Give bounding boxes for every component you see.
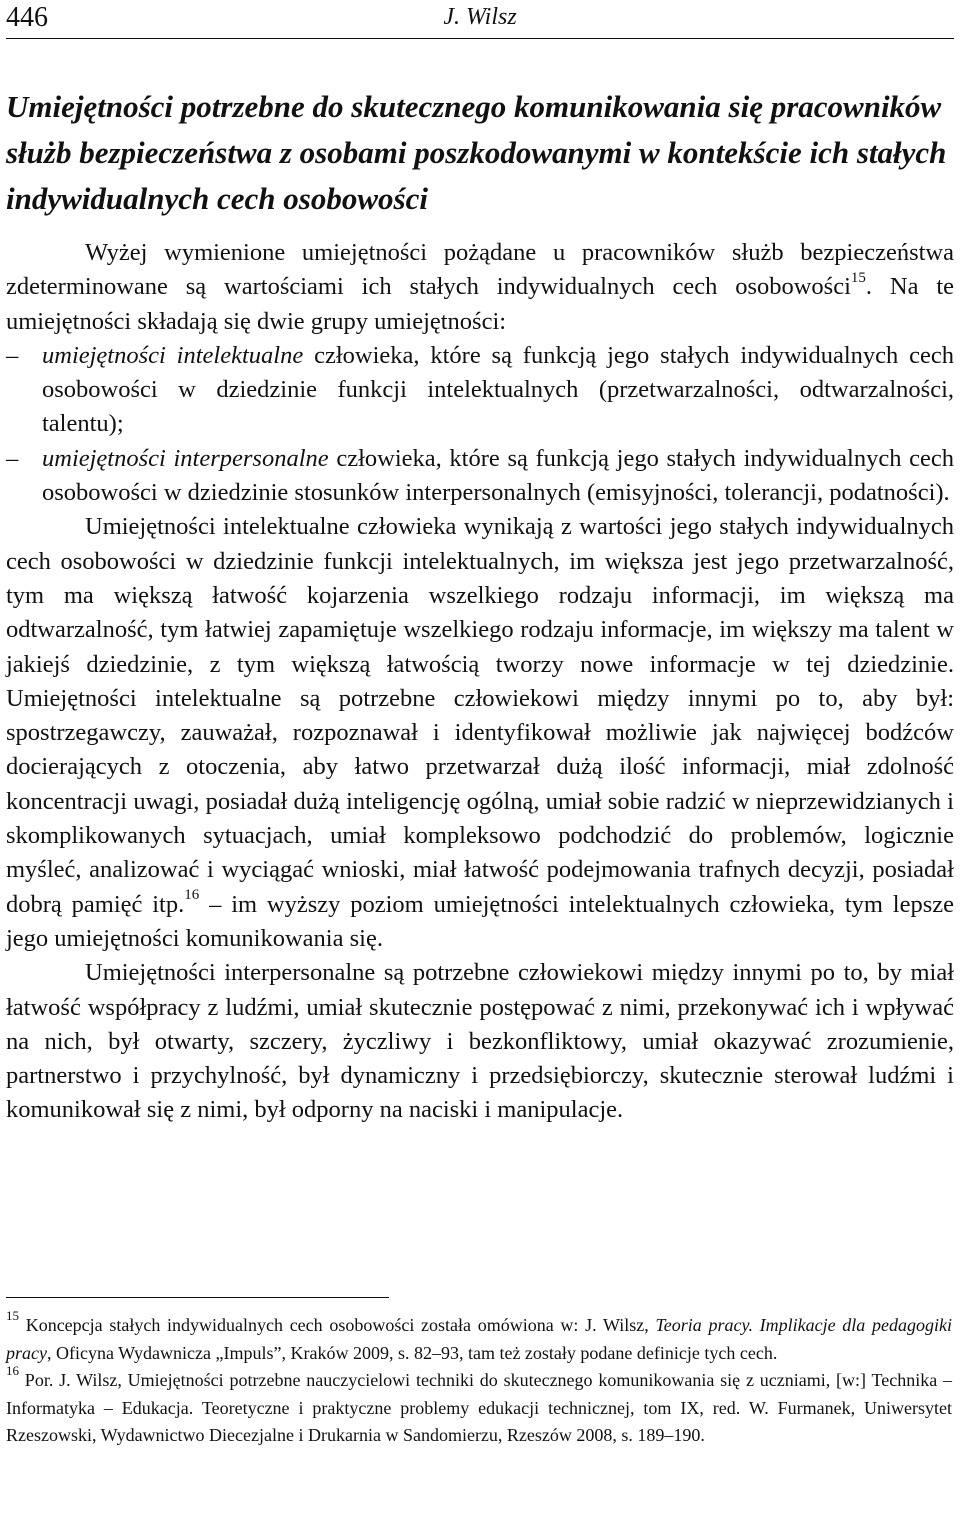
page-header: [6, 0, 954, 39]
footnote-ref[interactable]: 16: [184, 887, 200, 904]
footnote-book-title: Teoria pracy. Implikacje dla pedagogiki pracy: [6, 1315, 952, 1363]
section-title: Umiejętności potrzebne do skutecznego komunikowania się pracowników służb bezpieczeństwa z osobami poszkodowanymi w kontekście ich stałych indywidualnych cech osobowości: [6, 89, 947, 216]
paragraph-text: Umiejętności intelektualne człowieka wynikają z wartości jego stałych indywidualnych cech osobowości w dziedzinie funkcji intelektualnych, im większa jest jego przetwarzalność, tym ma większą łatwość kojarzenia wszelkiego rodzaju informacji, im większą ma odtwarzalność, tym łatwiej zapamiętuje wszelkiego rodzaju informacje, im większy ma talent w jakiejś dziedzinie, z tym większą łatwością tworzy nowe informacje w tej dziedzinie. Umiejętności intelektualne są potrzebne człowiekowi między innymi po to, aby był: spostrzegawczy, zauważał, rozpoznawał i identyfikował możliwie jak najwięcej bodźców docierających z otoczenia, aby łatwo przetwarzał dużą ilość informacji, miał zdolność koncentracji uwagi, posiadał dużą inteligencję ogólną, umiał sobie radzić w nieprzewidzianych i skomplikowanych sytuacjach, umiał kompleksowo podchodzić do problemów, logicznie myśleć, analizować i wyciągać wnioski, miał łatwość podejmowania trafnych decyzji, posiadał dobrą pamięć itp.: [6, 513, 954, 918]
footnote-number: 15: [6, 1308, 19, 1323]
paragraph: [6, 236, 954, 339]
page-number: 446: [6, 2, 48, 33]
running-head: J. Wilsz: [443, 4, 517, 30]
footnote: [6, 1363, 952, 1450]
dash-marker: –: [6, 341, 19, 369]
list-item: [6, 339, 954, 442]
footnote-text: Por. J. Wilsz, Umiejętności potrzebne nauczycielowi techniki do skutecznego komunikowania się z uczniami, [w:] Technika – Informatyka – Edukacja. Teoretyczne i praktyczne problemy edukacji technicznej, tom IX, red. W. Furmanek, Uniwersytet Rzeszowski, Wydawnictwo Diecezjalne i Drukarnia w Sandomierzu, Rzeszów 2008, s. 189–190.: [6, 1370, 952, 1445]
footnote: [6, 1308, 952, 1367]
footnote-number: 16: [6, 1363, 19, 1378]
paragraph-text: – im wyższy poziom umiejętności intelektualnych człowieka, tym lepsze jego umiejętności komunikowania się.: [6, 890, 955, 952]
footnote-ref[interactable]: 15: [850, 270, 866, 287]
list-text: człowieka, które są funkcją jego stałych indywidualnych cech osobowości w dziedzinie funkcji intelektualnych (przetwarzalności, odtwarzalności, talentu);: [42, 341, 954, 438]
paragraph-text: . Na te umiejętności składają się dwie grupy umiejętności:: [6, 273, 955, 335]
footnote-separator: [6, 1297, 389, 1298]
paragraph-text: Wyżej wymienione umiejętności pożądane u pracowników służb bezpieczeństwa zdeterminowane są wartościami ich stałych indywidualnych cech osobowości: [6, 239, 954, 301]
footnotes: [6, 1308, 952, 1450]
dash-marker: –: [6, 444, 19, 472]
list-term: umiejętności intelektualne: [42, 341, 304, 369]
list-term: umiejętności interpersonalne: [42, 444, 329, 472]
paragraph: Umiejętności interpersonalne są potrzebne człowiekowi między innymi po to, by miał łatwość współpracy z ludźmi, umiał skutecznie postępować z nimi, przekonywać ich i wpływać na nich, był otwarty, szczery, życzliwy i bezkonfliktowy, umiał okazywać zrozumienie, partnerstwo i przychylność, był dynamiczny i przedsiębiorczy, skutecznie sterował ludźmi i komunikował się z nimi, był odporny na naciski i manipulacje.: [6, 959, 954, 1124]
footnote-text: Koncepcja stałych indywidualnych cech osobowości została omówiona w: J. Wilsz,: [19, 1315, 656, 1335]
main-text: [6, 236, 954, 1128]
list-item: [6, 442, 954, 511]
paragraph: [6, 510, 954, 956]
list-text: człowieka, które są funkcją jego stałych indywidualnych cech osobowości w dziedzinie stosunków interpersonalnych (emisyjności, tolerancji, podatności).: [42, 444, 954, 507]
footnote-text: , Oficyna Wydawnicza „Impuls”, Kraków 2009, s. 82–93, tam też zostały podane definicje tych cech.: [46, 1342, 778, 1363]
